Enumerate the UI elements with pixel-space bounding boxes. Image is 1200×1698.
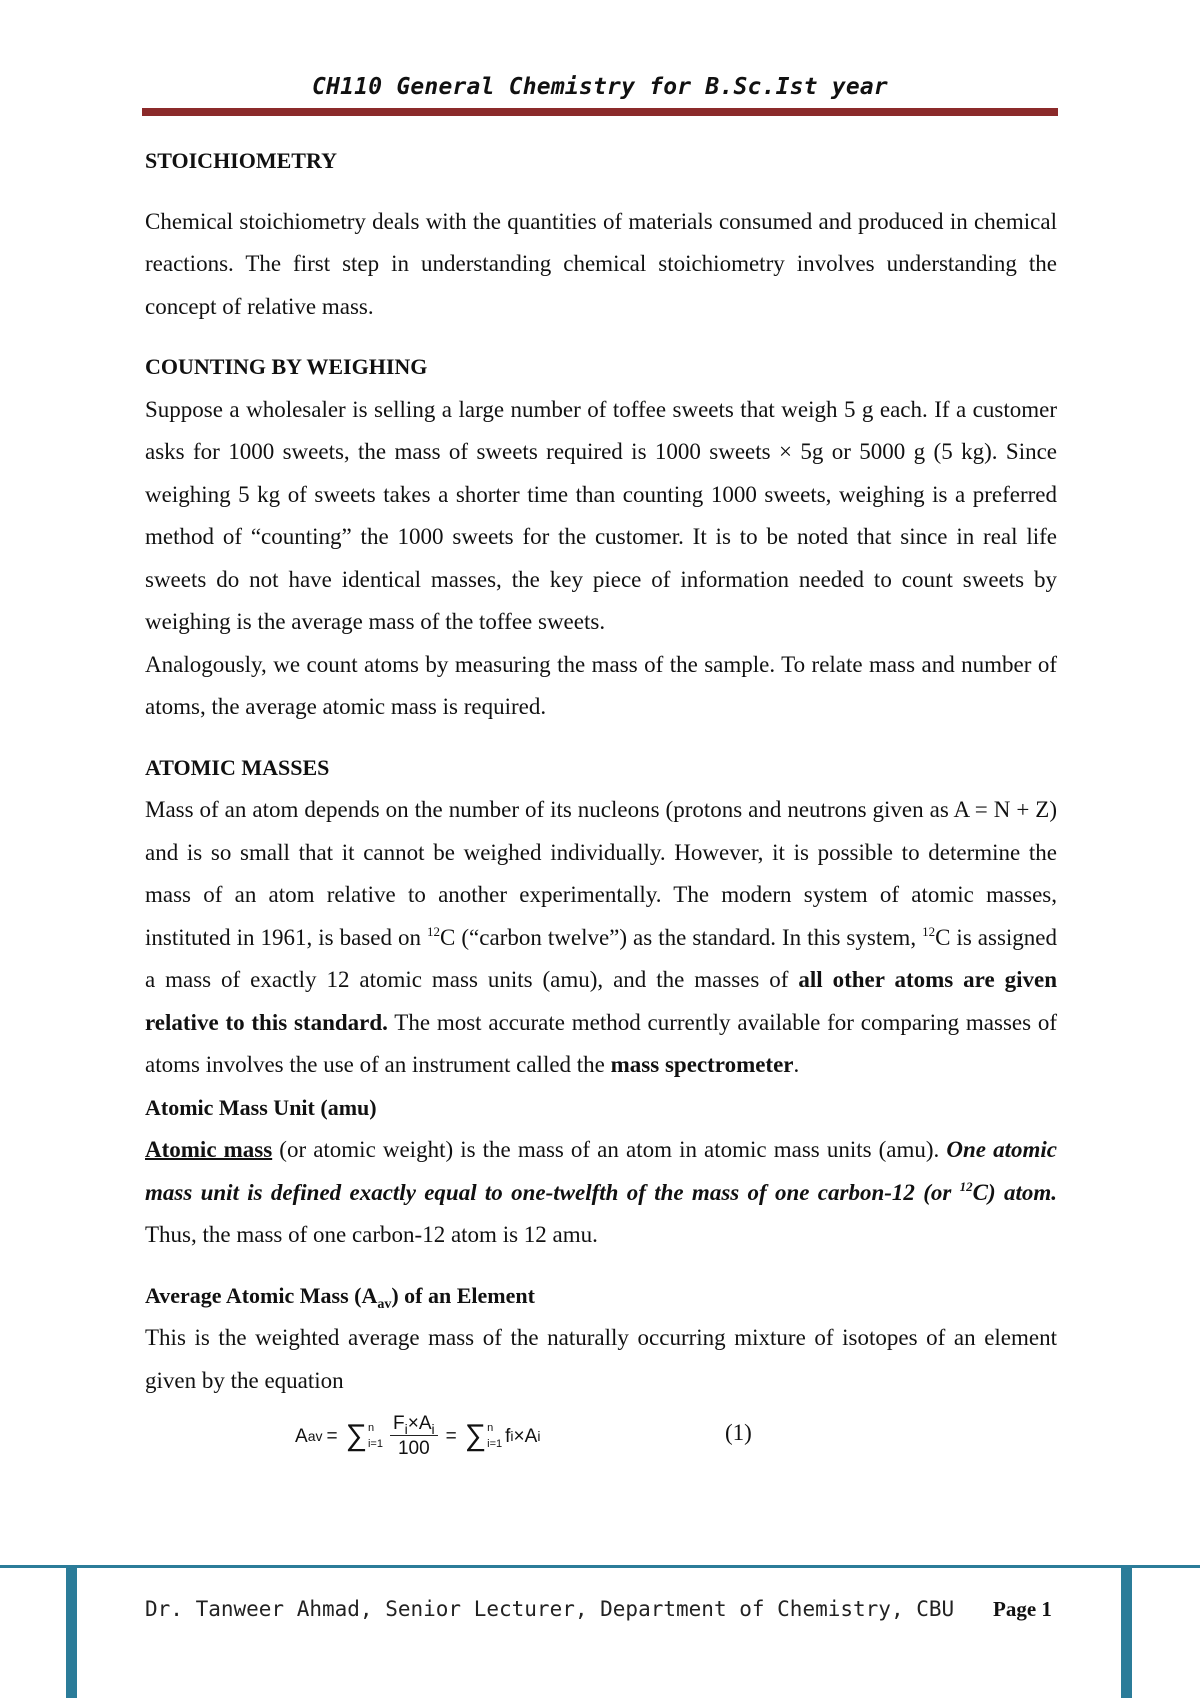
footer-author: Dr. Tanweer Ahmad, Senior Lecturer, Department of Chemistry, CBU [145, 1597, 955, 1621]
summation-icon: ∑ [345, 1419, 367, 1452]
equation-number: (1) [725, 1420, 752, 1445]
section-heading-average-atomic-mass: Average Atomic Mass $(A_{av})$ of an Element [145, 1282, 535, 1312]
paragraph-amu: Atomic mass (or atomic weight) is the mass of an atom in atomic mass units (amu). One atomic mass unit is defined exactly equal to one-twelfth of the mass of one carbon-12 (or $^{12}$C) atom. Thus, the mass of one carbon-12 atom is 12 amu. [145, 1137, 1057, 1247]
summation-icon: ∑ [464, 1419, 487, 1452]
paragraph-average-atomic-mass: This is the weighted average mass of the naturally occurring mixture of isotopes of an element given by the equation [145, 1325, 1057, 1393]
header-rule [142, 108, 1058, 116]
paragraph-atomic-masses: Mass of an atom depends on the number of its nucleons (protons and neutrons given as A = N + Z) and is so small that it cannot be weighed individually. However, it is possible to determine the mass of an atom relative to another experimentally. The modern system of atomic masses, instituted in 1961, is based on $^{12}$C (“carbon twelve”) as the standard. In this system, $^{12}$C is assigned a mass of exactly 12 atomic mass units (amu), and the masses of all other atoms are given relative to this standard. The most accurate method currently available for comparing masses of atoms involves the use of an instrument called the mass spectrometer. [145, 797, 1057, 1077]
term-atomic-mass: Atomic mass [145, 1137, 273, 1162]
paragraph-stoichiometry: Chemical stoichiometry deals with the quantities of materials consumed and produced in chemical reactions. The first step in understanding chemical stoichiometry involves understanding the concept of relative mass. [145, 208, 1057, 319]
footer-page-number: Page 1 [993, 1597, 1052, 1621]
equation-average-atomic-mass: A av = ∑ n i=1 $\frac{F_i\times A_i}{100}$ = ∑ n i=1 f i × A i (1) [295, 1413, 752, 1459]
section-heading-stoichiometry: STOICHIOMETRY [145, 148, 337, 173]
page-content [145, 140, 1057, 1470]
footer-right-bar [1121, 1568, 1132, 1698]
footer-rule [0, 1565, 1200, 1568]
section-heading-amu: Atomic Mass Unit (amu) [145, 1094, 377, 1120]
running-header-title: CH110 General Chemistry for B.Sc.Ist year [312, 74, 888, 100]
paragraph-counting-1: Suppose a wholesaler is selling a large number of toffee sweets that weigh 5 g each. If a customer asks for 1000 sweets, the mass of sweets required is 1000 sweets × 5g or 5000 g (5 kg). Since weighing 5 kg of sweets takes a shorter time than counting 1000 sweets, weighing is a preferred method of “counting” the 1000 sweets for the customer. It is to be noted that since in real life sweets do not have identical masses, the key piece of information needed to count sweets by weighing is the average mass of the toffee sweets. [145, 396, 1057, 634]
paragraph-counting-2: Analogously, we count atoms by measuring the mass of the sample. To relate mass and number of atoms, the average atomic mass is required. [145, 651, 1057, 719]
footer-left-bar [66, 1568, 77, 1698]
section-heading-counting: COUNTING BY WEIGHING [145, 354, 428, 379]
section-heading-atomic-masses: ATOMIC MASSES [145, 754, 330, 780]
